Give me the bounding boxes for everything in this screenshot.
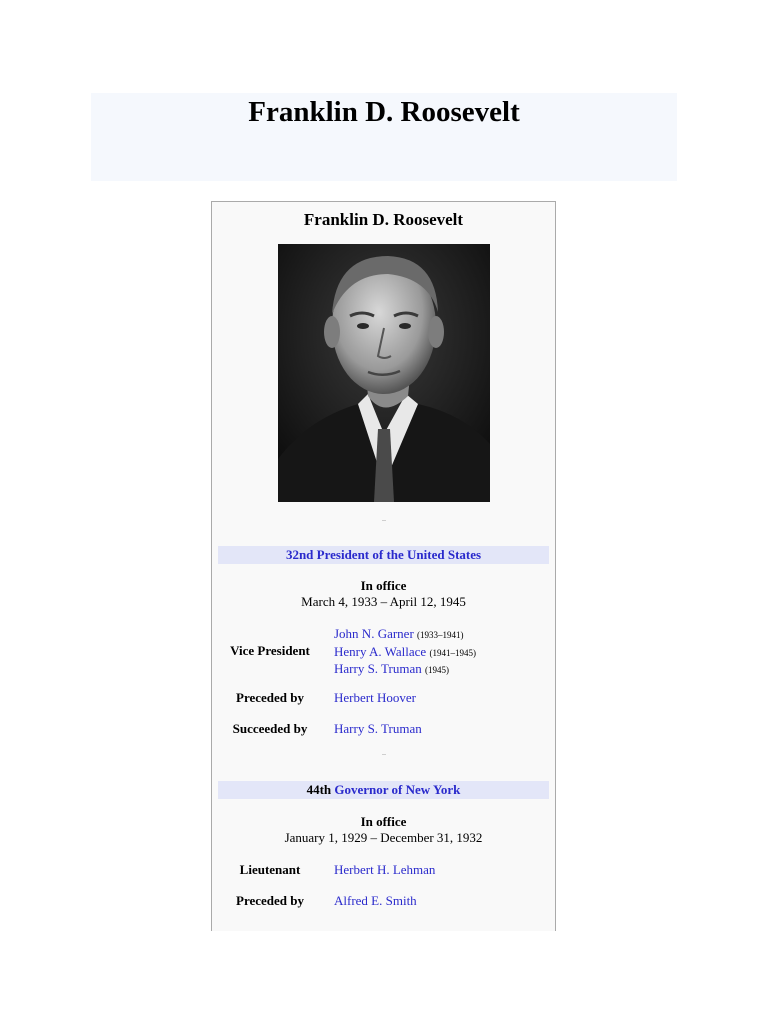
vp-link[interactable]: Harry S. Truman [334,661,422,676]
vice-president-label: Vice President [230,643,310,658]
separator-dot [382,520,386,521]
vp-years: (1933–1941) [417,630,464,640]
succeeded-by-link[interactable]: Harry S. Truman [334,721,422,736]
page-title: Franklin D. Roosevelt [248,96,520,128]
vp-item [334,644,476,662]
governor-header-link[interactable]: Governor of New York [334,782,461,797]
lieutenant-link[interactable]: Herbert H. Lehman [334,862,436,877]
infobox [211,201,556,931]
in-office-label: In office [360,578,407,593]
preceded-by-link[interactable]: Herbert Hoover [334,690,416,705]
portrait-image[interactable] [278,244,490,502]
governor-header-prefix: 44th [306,782,332,797]
vp-item [334,661,476,679]
separator-dot [382,754,386,755]
president-term: March 4, 1933 – April 12, 1945 [301,594,466,609]
governor-preceded-by-label: Preceded by [236,893,304,908]
governor-section-header [218,781,549,799]
president-header-link[interactable]: 32nd President of the United States [285,547,482,562]
president-term-block [212,578,555,610]
portrait-illustration [278,244,490,502]
vp-link[interactable]: Henry A. Wallace [334,643,427,659]
president-section-header [218,546,549,564]
vp-years: (1945) [425,665,450,675]
vice-president-list [334,626,476,679]
in-office-label: In office [360,814,407,829]
succeeded-by-label: Succeeded by [232,721,308,736]
title-band [91,93,677,181]
infobox-name: Franklin D. Roosevelt [303,210,464,229]
vp-link[interactable]: John N. Garner [334,626,414,641]
governor-preceded-by-link[interactable]: Alfred E. Smith [334,893,417,908]
governor-term-block [212,814,555,846]
lieutenant-label: Lieutenant [239,862,301,877]
vp-years: (1941–1945) [429,647,476,658]
governor-term: January 1, 1929 – December 31, 1932 [284,830,483,845]
vp-item [334,626,476,644]
preceded-by-label: Preceded by [236,690,304,705]
